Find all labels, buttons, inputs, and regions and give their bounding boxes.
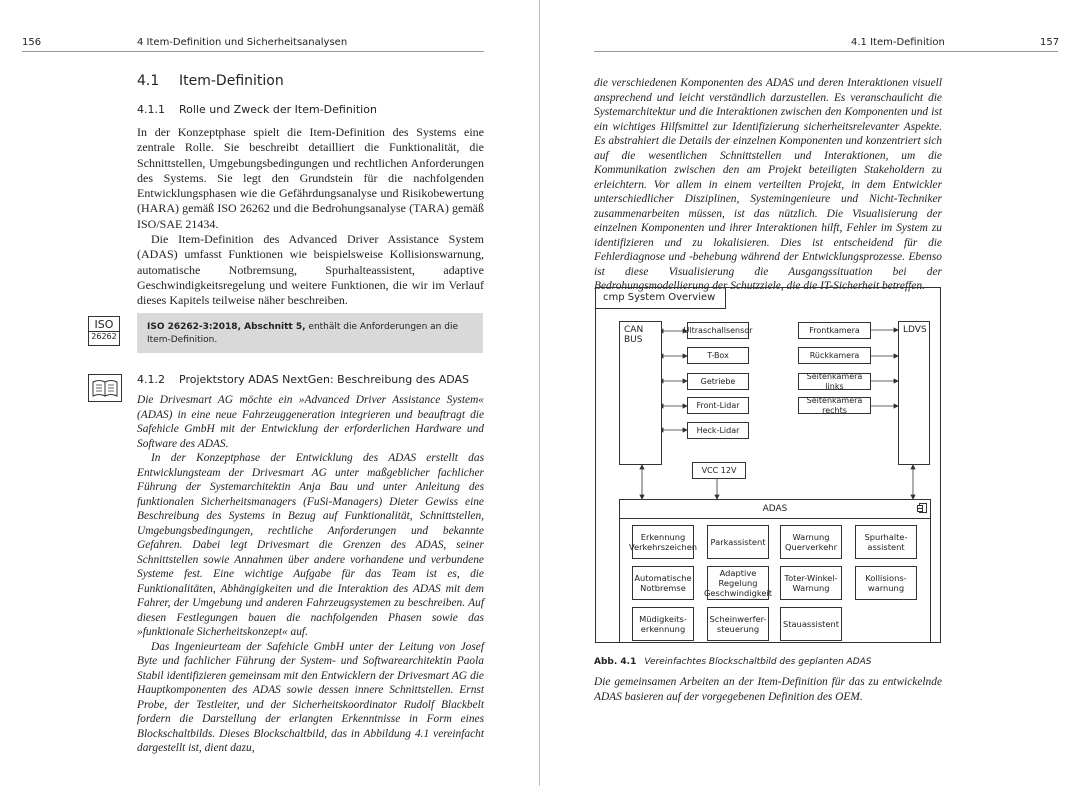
subsection-number-2: 4.1.2: [137, 373, 165, 386]
camera-side-left: [798, 373, 871, 390]
function-block: [780, 525, 842, 559]
function-label: Adaptive Regelung Geschwindigkeit: [703, 568, 773, 598]
iso-icon-number: 26262: [89, 331, 119, 341]
ldvs-block: [898, 321, 930, 465]
function-label: Parkassistent: [710, 537, 766, 547]
camera-front: [798, 322, 871, 339]
can-bus-block: [619, 321, 662, 465]
function-label: Spurhalte- assistent: [864, 532, 908, 552]
section-number: 4.1: [137, 73, 160, 89]
subsection-title-1: Rolle und Zweck der Item-Definition: [179, 103, 377, 116]
camera-rear: [798, 347, 871, 364]
function-label: Automatische Notbremse: [634, 573, 692, 593]
section-heading: [137, 73, 284, 89]
camera-label: Rückkamera: [809, 350, 860, 360]
caption-label: Abb. 4.1: [594, 657, 637, 667]
function-block: [707, 607, 769, 641]
paragraph: die verschiedenen Komponenten des ADAS und deren Interaktionen visuell ansprechend und leicht verständlich darzustellen. Es veranschaulicht die Systemarchitektur und die Interaktionen zwischen den Komponenten und ist ein wichtiges Hilfsmittel zur Identifizierung sicherheitsrelevanter Aspekte. Es abstrahiert die Details der einzelnen Komponenten und konzentriert sich auf die wesentlichen Schnittstellen und Interaktionen, um die Kommunikation zwischen den am Projekt beteiligten Stakeholdern zu erleichtern. Vor allem in einem verteilten Projekt, in dem Entwickler unterschiedlicher Disziplinen, Systemingenieure und Nicht-Techniker zusammenarbeiten müssen, ist das nützlich. Die Visualisierung der einzelnen Komponenten und ihrer Interaktionen hilft, Fehler im System zu identifizieren und zu lokalisieren. Dies ist entscheidend für die Fehlerdiagnose und -behebung während der Entwicklungsprozesse. Ebenso ist diese Visualisierung die Ausgangssituation bei der Bedrohungsmodellierung der Schutzziele, die die IT-Sicherheit betreffen.: [594, 77, 942, 292]
iso-standard-icon: [88, 316, 120, 346]
page-number-left: 156: [22, 37, 42, 48]
standard-note-box: [137, 313, 483, 353]
subsection-number-1: 4.1.1: [137, 103, 165, 116]
sensor-label: Heck-Lidar: [696, 425, 740, 435]
sensor-front-lidar: [687, 397, 749, 414]
subsection-heading-1: [137, 103, 377, 116]
diagram-title: cmp System Overview: [595, 287, 726, 309]
can-bus-label: CAN BUS: [624, 325, 644, 345]
adas-header-rule: [620, 518, 930, 519]
sensor-label: T-Box: [707, 350, 729, 360]
sensor-rear-lidar: [687, 422, 749, 439]
function-label: Toter-Winkel- Warnung: [784, 573, 838, 593]
ldvs-label: LDVS: [903, 325, 927, 335]
book-spine: [539, 0, 540, 786]
story-continuation: [594, 76, 942, 294]
page-number-right: 157: [1040, 37, 1060, 48]
adas-label: ADAS: [762, 504, 788, 514]
sensor-label: Getriebe: [700, 376, 736, 386]
figure-caption: [594, 657, 872, 667]
note-text: [147, 321, 473, 346]
function-label: Warnung Querverkehr: [784, 532, 837, 552]
sensor-label: Front-Lidar: [696, 400, 740, 410]
closing-text: [594, 675, 942, 704]
header-rule-right: [594, 51, 1058, 52]
power-label: VCC 12V: [701, 465, 737, 475]
paragraph: Die Item-Definition des Advanced Driver Assistance System (ADAS) umfasst Funktionen wie beispielsweise Kollisionswarnung, automatische Notbremsung, Spurhalteassistent, adaptive Geschwindigkeitsregelung und weitere Funktionen, die wir im Verlauf dieses Kapitels teilweise näher beschreiben.: [137, 232, 484, 308]
function-label: Scheinwerfer- steuerung: [709, 614, 767, 634]
sensor-label: Ultraschallsensor: [683, 325, 753, 335]
sensor-ultrasonic: [683, 322, 753, 339]
open-book-icon: [88, 374, 122, 402]
power-supply-block: [692, 462, 746, 479]
note-body: enthält die Anforderungen an die Item-Definition.: [147, 322, 458, 345]
function-block: [707, 525, 769, 559]
paragraph: In der Konzeptphase spielt die Item-Definition des Systems eine zentrale Rolle. Sie beschreibt detailliert die Funktionalität, die Schnittstellen, Umgebungsbedingungen und rechtlichen Anforderungen des Systems. Sie legt den Grundstein für die nachfolgenden Entwicklungsphasen wie die Gefährdungsanalyse und Risikobewertung (HARA) gemäß ISO 26262 und die Bedrohungsanalyse (TARA) gemäß ISO/SAE 21434.: [137, 125, 484, 231]
note-reference: ISO 26262-3:2018, Abschnitt 5,: [147, 322, 306, 332]
section-title: Item-Definition: [179, 73, 284, 89]
camera-label: Seitenkamera links: [806, 372, 863, 391]
function-label: Stauassistent: [782, 619, 840, 629]
function-block: [703, 566, 773, 600]
paragraph: Das Ingenieurteam der Safehicle GmbH unter der Leitung von Josef Byte und fachlicher Führung der System- und Softwarearchitektin Paola Stabil identifizieren gemeinsam mit den Entwicklern der Drivesmart AG die Hauptkomponenten des ADAS sowie dessen innere Schnittstellen. Ernst Probe, der Testleiter, und der Sicherheitskoordinator Rudolf Blackbelt fordern die Darstellung der erlangten Erkenntnisse in Form eines Blockschaltbilds. Dieses Blockschaltbild, das in Abbildung 4.1 vereinfacht dargestellt ist, dient dazu,: [137, 640, 484, 754]
function-block: [855, 566, 917, 600]
block-diagram: [595, 287, 941, 643]
function-block: [628, 525, 698, 559]
camera-label: Seitenkamera rechts: [806, 396, 863, 415]
running-head-right: 4.1 Item-Definition: [851, 37, 945, 48]
function-block: [632, 607, 694, 641]
function-block: [855, 525, 917, 559]
body-text-1: [137, 125, 484, 309]
sensor-gearbox: [687, 373, 749, 390]
caption-text: Vereinfachtes Blockschaltbild des geplanten ADAS: [644, 657, 872, 667]
sensor-tbox: [687, 347, 749, 364]
camera-side-right: [798, 397, 871, 414]
function-label: Erkennung Verkehrszeichen: [628, 532, 698, 552]
camera-label: Frontkamera: [809, 325, 860, 335]
subsection-title-2: Projektstory ADAS NextGen: Beschreibung des ADAS: [179, 373, 470, 386]
subsection-heading-2: [137, 373, 469, 386]
header-rule-left: [22, 51, 484, 52]
function-label: Kollisions- warnung: [865, 573, 907, 593]
running-head-left: 4 Item-Definition und Sicherheitsanalysen: [137, 37, 348, 48]
paragraph: Die gemeinsamen Arbeiten an der Item-Definition für das zu entwickelnde ADAS basieren auf der vorgegebenen Definition des OEM.: [594, 676, 942, 703]
iso-icon-label: ISO: [94, 318, 114, 331]
function-block: [780, 566, 842, 600]
function-block: [780, 607, 842, 641]
paragraph: Die Drivesmart AG möchte ein »Advanced Driver Assistance System« (ADAS) in eine neue Fahrzeuggeneration integrieren und beauftragt die Safehicle GmbH mit der Entwicklung der erforderlichen Hardware und Software des ADAS.: [137, 394, 484, 450]
function-label: Müdigkeits- erkennung: [639, 614, 687, 634]
component-icon: [919, 503, 927, 513]
function-block: [632, 566, 694, 600]
story-text: [137, 393, 484, 756]
paragraph: In der Konzeptphase der Entwicklung des ADAS erstellt das Entwicklungsteam der Drivesmart AG unter maßgeblicher fachlicher Führung der Systemarchitektin Anja Bau und unter Anleitung des funktionalen Sicherheitsmanagers (FuSi-Managers) Dieter Gewiss eine Beschreibung des Systems in Bezug auf Funktionalität, Schnittstellen, Umgebungsbedingungen, rechtliche Anforderungen und bekannte Gefahren. Dabei legt Drivesmart die Grenzen des ADAS, seiner Schnittstellen sowie Annahmen über andere vorhandene und verbundene Systeme fest. Eine wichtige Aufgabe für das Team ist es, die Funktionalitäten, Abhängigkeiten und die Interaktion des ADAS mit dem Fahrer, der Umgebung und anderen Fahrzeugsystemen zu beschreiben. Auf diesen Festlegungen bauen die nachfolgenden Phasen sowie das »funktionale Sicherheitskonzept« auf.: [137, 452, 484, 638]
adas-block: [619, 499, 931, 643]
